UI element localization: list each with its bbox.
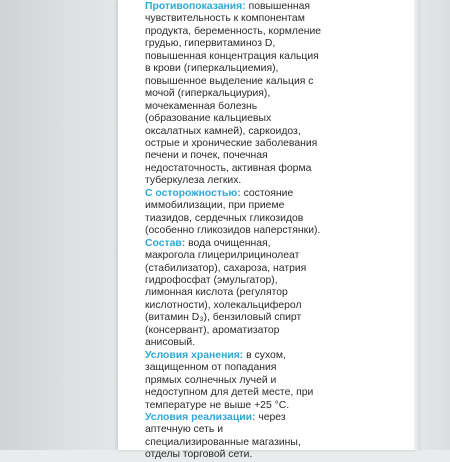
section-heading: Состав:	[145, 237, 186, 249]
section-first-line: состояние	[240, 187, 294, 199]
text-line: гидрофосфат (эмульгатор),	[145, 274, 278, 286]
section-composition	[145, 238, 407, 350]
section-heading: Условия хранения:	[145, 349, 244, 361]
text-line: отделы торговой сети.	[145, 449, 253, 461]
section-distribution	[145, 412, 407, 462]
section-first-line: в сухом,	[243, 349, 286, 361]
text-line: (особенно гликозидов наперстянки).	[145, 225, 321, 237]
text-line: острые и хронические заболевания	[145, 137, 318, 149]
text-line: мочекаменная болезнь	[145, 100, 258, 112]
text-line: (стабилизатор), сахароза, натрия	[145, 262, 307, 274]
text-line: туберкулеза легких.	[145, 175, 242, 187]
text-line: повышенная концентрация кальция	[145, 50, 319, 62]
text-line: оксалатных камней), саркоидоз,	[145, 125, 301, 137]
text-line: в крови (гиперкальциемия),	[145, 63, 279, 75]
text-line: мочой (гиперкальциурия),	[145, 88, 271, 100]
text-line: лимонная кислота (регулятор	[145, 287, 288, 299]
text-line: (витамин D₃), бензиловый спирт	[145, 312, 302, 324]
background-left	[0, 0, 118, 450]
text-line: кислотности), холекальциферол	[145, 299, 302, 311]
text-line: температуре не выше +25 °С.	[145, 399, 290, 411]
text-line: защищенном от попадания	[145, 362, 277, 374]
text-line: специализированные магазины,	[145, 436, 301, 448]
text-line: тиазидов, сердечных гликозидов	[145, 212, 304, 224]
text-line: печени и почек, почечная	[145, 150, 268, 162]
text-line: аптечную сеть и	[145, 424, 224, 436]
section-heading: С осторожностью:	[145, 187, 241, 199]
section-contraindications	[145, 1, 407, 188]
text-line: грудью, гипервитаминоз D,	[145, 38, 276, 50]
text-line: иммобилизации, при приеме	[145, 200, 285, 212]
text-line: недостаточность, активная форма	[145, 162, 312, 174]
text-line: прямых солнечных лучей и	[145, 374, 277, 386]
section-first-line: вода очищенная,	[185, 237, 271, 249]
section-caution	[145, 188, 407, 238]
text-line: анисовый.	[145, 337, 196, 349]
leaflet-text	[145, 1, 407, 462]
section-first-line: повышенная	[245, 1, 310, 12]
package-edge	[414, 0, 420, 450]
text-line: недоступном для детей месте, при	[145, 387, 314, 399]
text-line: (образование кальциевых	[145, 113, 272, 125]
section-first-line: через	[255, 411, 286, 423]
text-line: (консервант), ароматизатор	[145, 324, 280, 336]
text-line: продукта, беременность, кормление	[145, 25, 322, 37]
text-line: чувствительность к компонентам	[145, 13, 305, 25]
section-heading: Противопоказания:	[145, 1, 246, 12]
section-storage	[145, 350, 407, 412]
text-line: повышенное выделение кальция с	[145, 75, 314, 87]
section-heading: Условия реализации:	[145, 411, 256, 423]
text-line: макрогола глицерилрицинолеат	[145, 250, 300, 262]
